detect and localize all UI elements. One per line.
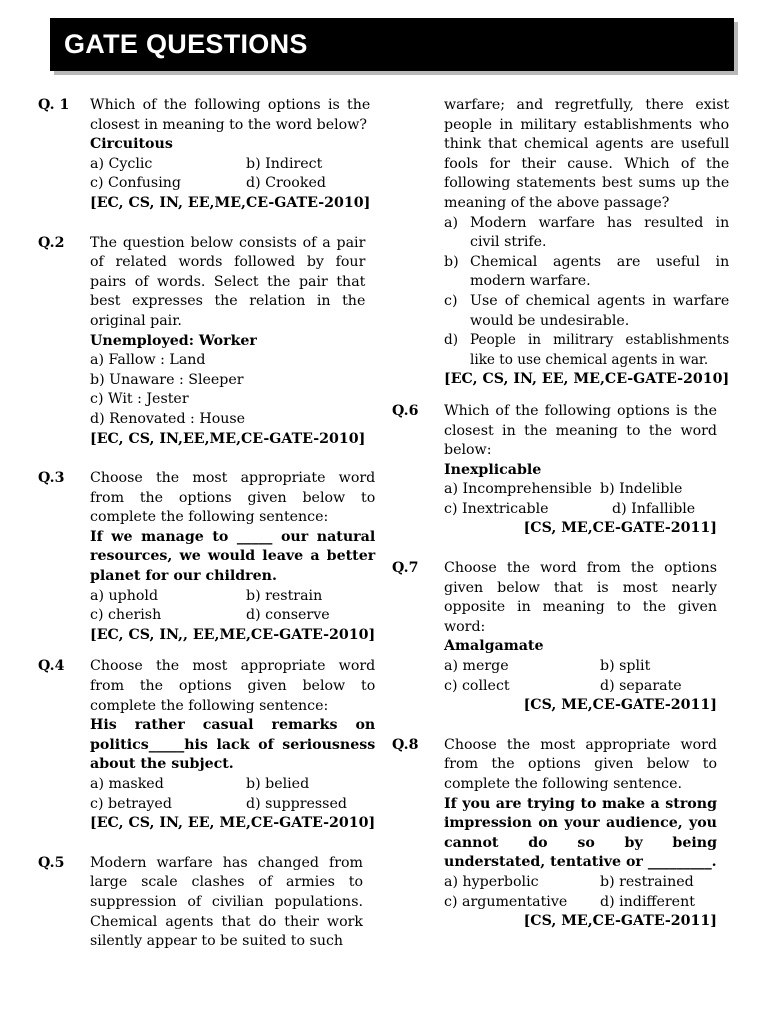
question-text: Choose the most appropriate word from the options given below to complete the following sentence:: [90, 470, 376, 526]
question-text: Choose the most appropriate word from the options given below to complete the following sentence.: [444, 736, 717, 792]
question-text-continued: warfare; and regretfully, there exist people in military establishments who think that chemical agents are usefull fools for their cause. Which of the following statements best sums up the meaning of the above passage?: [444, 97, 730, 211]
exam-tag: [EC, CS, IN,, EE,ME,CE-GATE-2010]: [90, 626, 376, 643]
exam-tag: [CS, ME,CE-GATE-2011]: [523, 520, 717, 537]
question-stem: His rather casual remarks on politics_____his lack of seriousness about the subject.: [90, 717, 376, 773]
option-d: d) People in militrary establishments like to use chemical agents in war.: [444, 332, 730, 368]
question-stem: Amalgamate: [444, 638, 544, 655]
option-a: a) hyperbolic: [444, 873, 539, 890]
question-number: Q.4: [38, 658, 65, 675]
option-b: b) split: [600, 658, 651, 675]
question-4: [38, 657, 376, 833]
option-d: d) conserve: [246, 607, 330, 624]
option-c: c) cherish: [90, 607, 162, 624]
question-number: Q.6: [392, 402, 419, 419]
exam-tag: [CS, ME,CE-GATE-2011]: [523, 697, 717, 714]
exam-tag: [EC, CS, IN, EE,ME,CE-GATE-2010]: [90, 194, 371, 211]
option-a: a) uphold: [90, 587, 159, 604]
option-b: b) Unaware : Sleeper: [90, 371, 244, 388]
option-d: d) Infallible: [612, 500, 696, 517]
question-number: Q.5: [38, 854, 65, 871]
question-number: Q.3: [38, 470, 65, 487]
option-c: c) argumentative: [444, 893, 568, 910]
option-b: b) restrained: [600, 873, 694, 890]
exam-tag: [EC, CS, IN, EE, ME,CE-GATE-2010]: [90, 815, 376, 832]
question-6: [392, 402, 717, 539]
question-text: Which of the following options is the closest in meaning to the word below?: [90, 97, 371, 133]
option-c: c) collect: [444, 677, 510, 694]
question-stem: Unemployed: Worker: [90, 332, 257, 349]
option-b: b) Indirect: [246, 155, 323, 172]
option-b: b) Chemical agents are useful in modern warfare.: [444, 253, 730, 290]
page-title: GATE QUESTIONS: [50, 18, 734, 71]
option-a: a) Incomprehensible: [444, 481, 592, 498]
option-b: b) belied: [246, 776, 310, 792]
question-5: [38, 854, 363, 952]
left-column: [38, 96, 376, 952]
option-d: d) Renovated : House: [90, 410, 246, 427]
question-stem: If you are trying to make a strong impression on your audience, you cannot do so by being understated, tentative or _________.: [444, 795, 717, 871]
option-c: c) Inextricable: [444, 500, 549, 517]
question-text: Modern warfare has changed from large scale clashes of armies to suppression of civilian populations. Chemical agents that do their work silently appear to be suited to such: [90, 854, 363, 950]
option-a: a) Cyclic: [90, 155, 153, 172]
option-b: b) Indelible: [600, 481, 683, 498]
option-a: a) Modern warfare has resulted in civil strife.: [444, 214, 730, 251]
option-d: d) Crooked: [246, 175, 326, 192]
question-number: Q.8: [392, 736, 419, 753]
question-text: Which of the following options is the closest in the meaning to the word below:: [444, 402, 717, 459]
question-1: [38, 96, 371, 214]
question-5-continued: [392, 96, 730, 390]
exam-tag: [EC, CS, IN,EE,ME,CE-GATE-2010]: [90, 430, 366, 447]
question-stem: If we manage to _____ our natural resources, we would leave a better planet for our children.: [90, 528, 376, 585]
question-stem: Inexplicable: [444, 461, 542, 478]
question-number: Q.7: [392, 560, 419, 577]
option-a: a) masked: [90, 776, 164, 792]
exam-tag: [CS, ME,CE-GATE-2011]: [523, 913, 717, 930]
option-c: c) Use of chemical agents in warfare would be undesirable.: [444, 292, 730, 329]
option-b: b) restrain: [246, 587, 323, 604]
option-c: c) betrayed: [90, 795, 172, 812]
question-8: [392, 736, 717, 932]
option-d: d) suppressed: [246, 795, 347, 812]
option-d: d) separate: [600, 677, 682, 694]
option-d: d) indifferent: [600, 893, 695, 910]
question-3: [38, 469, 376, 645]
option-c: c) Wit : Jester: [90, 391, 189, 408]
question-text: Choose the most appropriate word from the options given below to complete the following sentence:: [90, 658, 376, 714]
right-column: [392, 96, 730, 932]
question-2: [38, 234, 366, 450]
question-text: The question below consists of a pair of related words followed by four pairs of words. Select the pair that best expresses the relation in the original pair.: [90, 234, 366, 329]
question-7: [392, 559, 717, 716]
option-a: a) merge: [444, 658, 509, 675]
question-number: Q. 1: [38, 97, 70, 113]
question-stem: Circuitous: [90, 136, 173, 153]
question-number: Q.2: [38, 234, 65, 251]
option-c: c) Confusing: [90, 175, 181, 192]
exam-tag: [EC, CS, IN, EE, ME,CE-GATE-2010]: [444, 371, 730, 388]
question-text: Choose the word from the options given below that is most nearly opposite in meaning to the given word:: [444, 560, 717, 635]
option-a: a) Fallow : Land: [90, 352, 206, 369]
